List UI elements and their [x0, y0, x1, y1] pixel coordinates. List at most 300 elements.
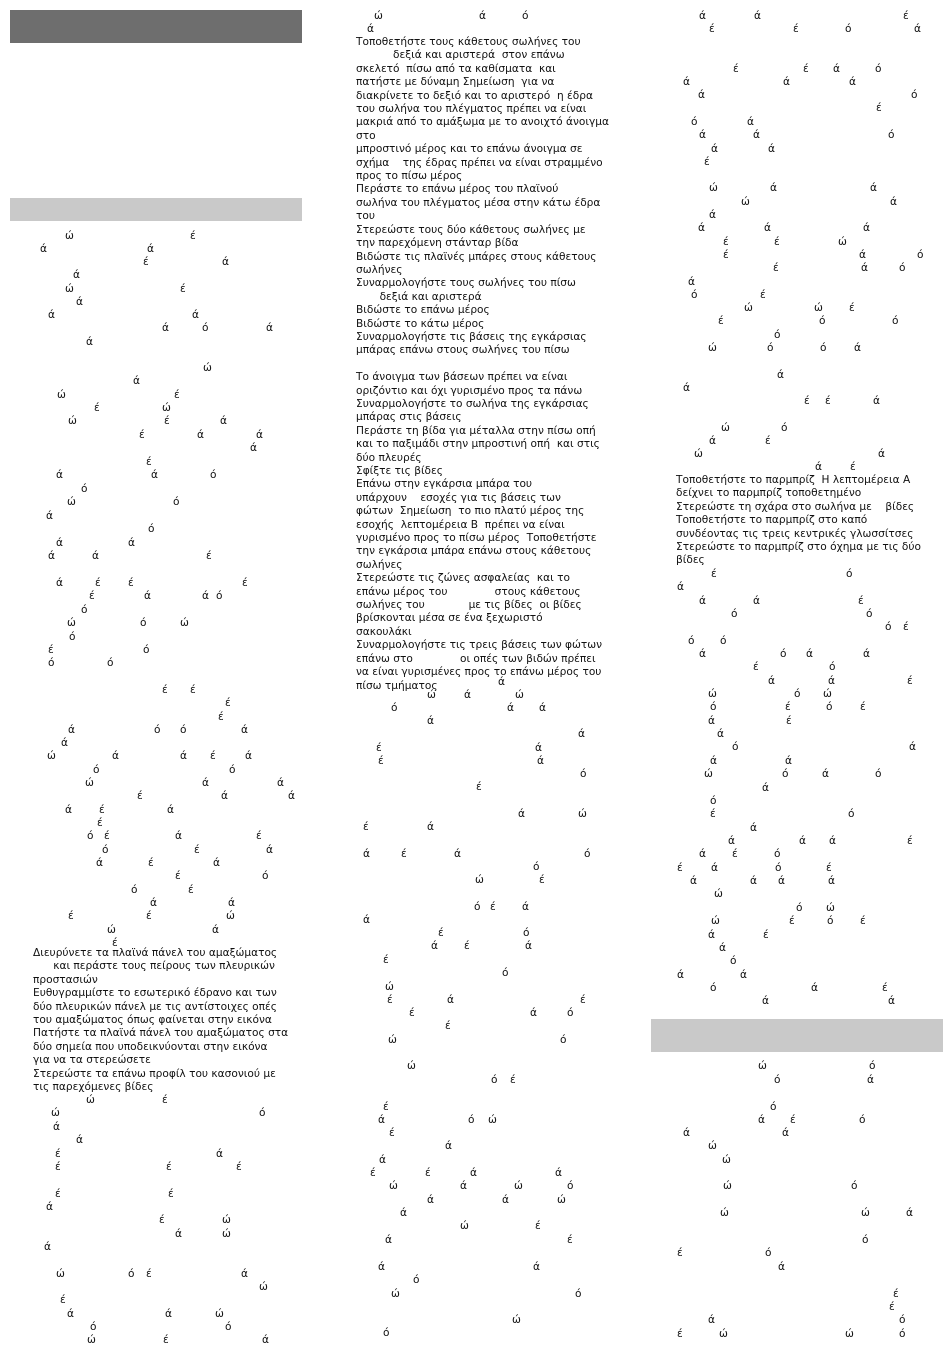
- accent-glyph: ά: [849, 76, 856, 88]
- accent-glyph: ώ: [714, 888, 723, 900]
- accent-glyph: ά: [699, 129, 706, 141]
- instruction-line: Πατήστε τα πλαϊνά πάνελ του αμαξώματος στα: [33, 1027, 289, 1040]
- instruction-line: βίδες: [676, 554, 705, 567]
- accent-glyph: έ: [773, 262, 779, 274]
- instruction-line: διακρίνετε το δεξιό και το αριστερό η έδρα: [356, 89, 593, 102]
- accent-glyph: ώ: [374, 10, 383, 22]
- accent-glyph: ά: [250, 442, 257, 454]
- accent-glyph: ώ: [694, 448, 703, 460]
- accent-glyph: έ: [803, 63, 809, 75]
- accent-glyph: έ: [723, 236, 729, 248]
- instruction-line: μπάρας στις βάσεις: [356, 411, 462, 424]
- accent-glyph: ώ: [578, 808, 587, 820]
- instruction-line: δεξιά και αριστερά στον επάνω: [356, 49, 565, 62]
- accent-glyph: ό: [691, 116, 698, 128]
- accent-glyph: ό: [892, 315, 899, 327]
- accent-glyph: ό: [796, 902, 803, 914]
- accent-glyph: ώ: [758, 1060, 767, 1072]
- accent-glyph: ό: [911, 89, 918, 101]
- accent-glyph: ά: [762, 995, 769, 1007]
- accent-glyph: ά: [133, 375, 140, 387]
- accent-glyph: ό: [869, 1060, 876, 1072]
- accent-glyph: ό: [899, 1314, 906, 1326]
- accent-glyph: ά: [699, 595, 706, 607]
- accent-glyph: ά: [213, 857, 220, 869]
- accent-glyph: έ: [137, 790, 143, 802]
- accent-glyph: ό: [730, 955, 737, 967]
- accent-glyph: ά: [863, 648, 870, 660]
- instruction-line: μακριά από το αμάξωμα με το ανοιχτό άνοιγμα στο: [356, 116, 613, 142]
- accent-glyph: έ: [363, 821, 369, 833]
- accent-glyph: ώ: [85, 777, 94, 789]
- instruction-line: Βιδώστε το επάνω μέρος: [356, 304, 490, 317]
- accent-glyph: ό: [774, 848, 781, 860]
- accent-glyph: έ: [774, 236, 780, 248]
- accent-glyph: ά: [535, 742, 542, 754]
- instruction-line: σωλήνες: [356, 263, 403, 276]
- accent-glyph: ά: [778, 1261, 785, 1273]
- accent-glyph: έ: [89, 590, 95, 602]
- accent-glyph: έ: [753, 661, 759, 673]
- accent-glyph: ό: [567, 1180, 574, 1192]
- accent-glyph: έ: [793, 23, 799, 35]
- accent-glyph: ά: [750, 875, 757, 887]
- accent-glyph: ώ: [719, 1328, 728, 1340]
- accent-glyph: ά: [861, 262, 868, 274]
- accent-glyph: ά: [498, 676, 505, 688]
- accent-glyph: έ: [146, 1268, 152, 1280]
- accent-glyph: ά: [431, 940, 438, 952]
- accent-glyph: ό: [819, 315, 826, 327]
- accent-glyph: ά: [378, 1114, 385, 1126]
- accent-glyph: έ: [159, 1214, 165, 1226]
- accent-glyph: ό: [474, 901, 481, 913]
- accent-glyph: ό: [523, 927, 530, 939]
- accent-glyph: ά: [688, 276, 695, 288]
- accent-glyph: ό: [875, 768, 882, 780]
- accent-glyph: ά: [507, 702, 514, 714]
- accent-glyph: ό: [688, 635, 695, 647]
- accent-glyph: ά: [770, 182, 777, 194]
- accent-glyph: ώ: [515, 689, 524, 701]
- accent-glyph: έ: [68, 910, 74, 922]
- accent-glyph: ά: [530, 1007, 537, 1019]
- accent-glyph: έ: [409, 1007, 415, 1019]
- accent-glyph: ά: [128, 537, 135, 549]
- accent-glyph: ώ: [51, 1107, 60, 1119]
- accent-glyph: ώ: [475, 874, 484, 886]
- accent-glyph: ά: [470, 1167, 477, 1179]
- accent-glyph: έ: [389, 1127, 395, 1139]
- instruction-line: πατήστε με δύναμη Σημείωση για να: [356, 76, 555, 89]
- accent-glyph: ό: [851, 1180, 858, 1192]
- accent-glyph: ά: [754, 10, 761, 22]
- instruction-line: οριζόντιο και όχι γυρισμένο προς τα πάνω: [356, 384, 583, 397]
- accent-glyph: έ: [711, 568, 717, 580]
- accent-glyph: έ: [143, 256, 149, 268]
- instruction-line: Στερεώστε τη σχάρα στο σωλήνα με βίδες: [676, 500, 915, 513]
- accent-glyph: ά: [165, 1308, 172, 1320]
- accent-glyph: ά: [266, 844, 273, 856]
- accent-glyph: ό: [770, 1101, 777, 1113]
- accent-glyph: ά: [245, 750, 252, 762]
- instruction-line: δεξιά και αριστερά: [356, 290, 482, 303]
- accent-glyph: ό: [560, 1034, 567, 1046]
- accent-glyph: ώ: [826, 902, 835, 914]
- accent-glyph: ά: [363, 914, 370, 926]
- accent-glyph: ά: [67, 1308, 74, 1320]
- accent-glyph: ά: [699, 648, 706, 660]
- accent-glyph: ά: [859, 249, 866, 261]
- accent-glyph: έ: [804, 395, 810, 407]
- accent-glyph: ό: [262, 870, 269, 882]
- accent-glyph: ά: [822, 768, 829, 780]
- accent-glyph: έ: [190, 230, 196, 242]
- instruction-line: του σωλήνα του πλέγματος πρέπει να είναι: [356, 103, 587, 116]
- accent-glyph: ά: [753, 595, 760, 607]
- instruction-line: και περάστε τους πείρους των πλευρικών: [33, 960, 275, 973]
- accent-glyph: έ: [490, 901, 496, 913]
- accent-glyph: ά: [86, 336, 93, 348]
- accent-glyph: έ: [677, 1247, 683, 1259]
- accent-glyph: ώ: [259, 1281, 268, 1293]
- accent-glyph: ά: [277, 777, 284, 789]
- accent-glyph: έ: [765, 435, 771, 447]
- accent-glyph: ά: [288, 790, 295, 802]
- instruction-line: σκελετό πίσω από τα καθίσματα και: [356, 62, 556, 75]
- accent-glyph: ώ: [427, 689, 436, 701]
- accent-glyph: έ: [567, 1234, 573, 1246]
- accent-glyph: έ: [903, 621, 909, 633]
- accent-glyph: έ: [112, 937, 118, 949]
- accent-glyph: ά: [709, 435, 716, 447]
- accent-glyph: έ: [401, 848, 407, 860]
- accent-glyph: ά: [555, 1167, 562, 1179]
- instruction-line: Σφίξτε τις βίδες: [356, 465, 443, 477]
- accent-glyph: ά: [385, 1234, 392, 1246]
- accent-glyph: έ: [166, 1161, 172, 1173]
- accent-glyph: έ: [464, 940, 470, 952]
- instruction-line: του αμαξώματος όπως φαίνεται στην εικόνα: [33, 1014, 272, 1027]
- instruction-line: Συναρμολογήστε τους σωλήνες του πίσω: [356, 277, 576, 290]
- instruction-line: την εγκάρσια μπάρα επάνω στους κάθετους: [356, 545, 592, 558]
- accent-glyph: έ: [376, 742, 382, 754]
- accent-glyph: έ: [180, 283, 186, 295]
- accent-glyph: ό: [584, 848, 591, 860]
- accent-glyph: ά: [262, 1334, 269, 1346]
- accent-glyph: ό: [69, 631, 76, 643]
- accent-glyph: ώ: [407, 1060, 416, 1072]
- accent-glyph: ά: [40, 243, 47, 255]
- accent-glyph: ά: [68, 724, 75, 736]
- accent-glyph: ά: [753, 129, 760, 141]
- instruction-line: σωλήνες: [356, 558, 403, 571]
- accent-glyph: έ: [148, 857, 154, 869]
- accent-glyph: έ: [760, 289, 766, 301]
- accent-glyph: έ: [162, 684, 168, 696]
- accent-glyph: ώ: [87, 1334, 96, 1346]
- accent-glyph: ό: [845, 23, 852, 35]
- instruction-line: την παρεχόμενη στάνταρ βίδα: [356, 237, 519, 250]
- accent-glyph: έ: [210, 750, 216, 762]
- instruction-line: επάνω μέρος του στους κάθετους: [356, 585, 581, 598]
- accent-glyph: ά: [873, 395, 880, 407]
- accent-glyph: έ: [785, 701, 791, 713]
- accent-glyph: έ: [55, 1148, 61, 1160]
- accent-glyph: έ: [225, 697, 231, 709]
- accent-glyph: ώ: [107, 924, 116, 936]
- accent-glyph: ά: [909, 741, 916, 753]
- accent-glyph: έ: [218, 711, 224, 723]
- accent-glyph: ά: [150, 897, 157, 909]
- accent-glyph: ό: [826, 701, 833, 713]
- accent-glyph: ά: [578, 728, 585, 740]
- accent-glyph: ά: [445, 1140, 452, 1152]
- accent-glyph: ό: [691, 289, 698, 301]
- accent-glyph: ά: [878, 448, 885, 460]
- accent-glyph: ό: [774, 329, 781, 341]
- accent-glyph: ά: [525, 940, 532, 952]
- accent-glyph: έ: [168, 1188, 174, 1200]
- accent-glyph: ώ: [460, 1220, 469, 1232]
- accent-glyph: ώ: [67, 617, 76, 629]
- accent-glyph: ώ: [708, 688, 717, 700]
- accent-glyph: ό: [502, 967, 509, 979]
- accent-glyph: ά: [162, 322, 169, 334]
- accent-glyph: ά: [537, 755, 544, 767]
- accent-glyph: ό: [875, 63, 882, 75]
- accent-glyph: ώ: [557, 1194, 566, 1206]
- accent-glyph: ώ: [162, 402, 171, 414]
- accent-glyph: έ: [790, 1114, 796, 1126]
- accent-glyph: ά: [76, 296, 83, 308]
- accent-glyph: ώ: [389, 1180, 398, 1192]
- accent-glyph: ό: [846, 568, 853, 580]
- accent-glyph: ό: [210, 469, 217, 481]
- accent-glyph: έ: [907, 835, 913, 847]
- accent-glyph: ώ: [823, 688, 832, 700]
- accent-glyph: ά: [56, 537, 63, 549]
- accent-glyph: ά: [192, 309, 199, 321]
- accent-glyph: ό: [413, 1274, 420, 1286]
- accent-glyph: ά: [683, 76, 690, 88]
- instruction-line: Στερεώστε το παρμπρίζ στο όχημα με τις δύο: [676, 541, 921, 554]
- instruction-line: σωλήνα του πλέγματος μέσα στην κάτω έδρα: [356, 196, 601, 209]
- accent-glyph: έ: [903, 10, 909, 22]
- instruction-line: γυρισμένο προς το πίσω μέρος Τοποθετήστε: [356, 532, 597, 545]
- accent-glyph: ό: [567, 1007, 574, 1019]
- accent-glyph: έ: [732, 848, 738, 860]
- accent-glyph: ά: [212, 924, 219, 936]
- accent-glyph: ό: [154, 724, 161, 736]
- accent-glyph: ά: [112, 750, 119, 762]
- accent-glyph: έ: [370, 1167, 376, 1179]
- accent-glyph: ά: [914, 23, 921, 35]
- accent-glyph: ά: [241, 724, 248, 736]
- accent-glyph: ό: [102, 844, 109, 856]
- accent-glyph: ά: [811, 982, 818, 994]
- accent-glyph: ά: [778, 875, 785, 887]
- accent-glyph: έ: [789, 915, 795, 927]
- accent-glyph: ό: [491, 1074, 498, 1086]
- accent-glyph: ά: [533, 1261, 540, 1273]
- instruction-line: Βιδώστε το κάτω μέρος: [356, 317, 485, 330]
- accent-glyph: ά: [48, 309, 55, 321]
- accent-glyph: ό: [173, 496, 180, 508]
- accent-glyph: ά: [46, 1201, 53, 1213]
- accent-glyph: ώ: [86, 1094, 95, 1106]
- accent-glyph: ό: [216, 590, 223, 602]
- accent-glyph: ό: [148, 523, 155, 535]
- accent-glyph: ά: [768, 143, 775, 155]
- instruction-line: Επάνω στην εγκάρσια μπάρα του: [356, 478, 533, 491]
- accent-glyph: ά: [863, 222, 870, 234]
- instruction-line: δύο πλευρές: [356, 451, 422, 464]
- accent-glyph: ό: [259, 1107, 266, 1119]
- instruction-line: Συναρμολογήστε τις βάσεις της εγκάρσιας: [356, 330, 587, 343]
- accent-glyph: έ: [510, 1074, 516, 1086]
- accent-glyph: έ: [163, 1334, 169, 1346]
- instruction-line: Περάστε τη βίδα για μέταλλα στην πίσω οπή: [356, 424, 596, 437]
- accent-glyph: ά: [378, 1261, 385, 1273]
- accent-glyph: ά: [762, 782, 769, 794]
- accent-glyph: ά: [728, 835, 735, 847]
- accent-glyph: ά: [888, 995, 895, 1007]
- accent-glyph: έ: [104, 830, 110, 842]
- instruction-line: εσοχής λεπτομέρεια Β πρέπει να είναι: [356, 518, 565, 531]
- accent-glyph: έ: [206, 550, 212, 562]
- accent-glyph: ά: [222, 256, 229, 268]
- accent-glyph: ό: [87, 830, 94, 842]
- accent-glyph: ά: [427, 1194, 434, 1206]
- accent-glyph: ό: [710, 982, 717, 994]
- accent-glyph: έ: [849, 302, 855, 314]
- instruction-line: βρίσκονται μέσα σε ένα ξεχωριστό: [356, 612, 543, 625]
- accent-glyph: ώ: [56, 1268, 65, 1280]
- instruction-line: Τοποθετήστε το παρμπρίζ Η λεπτομέρεια Α: [676, 474, 911, 486]
- instruction-line: δύο πλευρικών πάνελ με τις αντίστοιχες οπές: [33, 1000, 277, 1013]
- accent-glyph: ό: [775, 862, 782, 874]
- accent-glyph: ώ: [68, 415, 77, 427]
- accent-glyph: έ: [188, 884, 194, 896]
- accent-glyph: ό: [468, 1114, 475, 1126]
- accent-glyph: ό: [48, 657, 55, 669]
- accent-glyph: ό: [81, 483, 88, 495]
- accent-glyph: ά: [833, 63, 840, 75]
- accent-glyph: ά: [447, 994, 454, 1006]
- accent-glyph: ό: [180, 724, 187, 736]
- instruction-line: υπάρχουν εσοχές για τις βάσεις των: [356, 491, 561, 504]
- accent-glyph: έ: [128, 577, 134, 589]
- accent-glyph: ά: [220, 415, 227, 427]
- instruction-line: Διευρύνετε τα πλαϊνά πάνελ του αμαξώματος: [33, 947, 278, 959]
- accent-glyph: έ: [256, 830, 262, 842]
- accent-glyph: ό: [732, 741, 739, 753]
- accent-glyph: έ: [438, 927, 444, 939]
- accent-glyph: ά: [460, 1180, 467, 1192]
- accent-glyph: ώ: [67, 496, 76, 508]
- instruction-line: για να τα στερεώσετε: [33, 1054, 151, 1067]
- accent-glyph: ώ: [65, 283, 74, 295]
- accent-glyph: ά: [151, 469, 158, 481]
- instruction-line: Στερεώστε τους δύο κάθετους σωλήνες με: [356, 223, 586, 236]
- accent-glyph: ά: [464, 689, 471, 701]
- accent-glyph: ώ: [222, 1228, 231, 1240]
- accent-glyph: ά: [906, 1207, 913, 1219]
- accent-glyph: ά: [61, 737, 68, 749]
- accent-glyph: ώ: [180, 617, 189, 629]
- accent-glyph: ά: [806, 648, 813, 660]
- accent-glyph: ό: [859, 1114, 866, 1126]
- accent-glyph: έ: [882, 982, 888, 994]
- accent-glyph: ά: [867, 1074, 874, 1086]
- accent-glyph: ώ: [720, 1207, 729, 1219]
- accent-glyph: ά: [698, 222, 705, 234]
- accent-glyph: ά: [783, 76, 790, 88]
- accent-glyph: ά: [708, 1314, 715, 1326]
- accent-glyph: ώ: [65, 230, 74, 242]
- accent-glyph: έ: [907, 675, 913, 687]
- accent-glyph: έ: [858, 595, 864, 607]
- accent-glyph: ά: [479, 10, 486, 22]
- accent-glyph: ά: [147, 243, 154, 255]
- accent-glyph: έ: [194, 844, 200, 856]
- accent-glyph: ά: [690, 875, 697, 887]
- accent-glyph: έ: [95, 577, 101, 589]
- accent-glyph: ό: [580, 768, 587, 780]
- accent-glyph: ά: [427, 715, 434, 727]
- accent-glyph: ώ: [226, 910, 235, 922]
- accent-glyph: ά: [677, 969, 684, 981]
- accent-glyph: ό: [885, 621, 892, 633]
- accent-glyph: ό: [917, 249, 924, 261]
- accent-glyph: έ: [378, 755, 384, 767]
- accent-glyph: ά: [764, 222, 771, 234]
- accent-glyph: έ: [893, 1288, 899, 1300]
- accent-glyph: ώ: [708, 1140, 717, 1152]
- accent-glyph: έ: [704, 156, 710, 168]
- accent-glyph: ά: [717, 728, 724, 740]
- accent-glyph: έ: [139, 429, 145, 441]
- accent-glyph: ά: [92, 550, 99, 562]
- accent-glyph: ά: [747, 116, 754, 128]
- accent-glyph: έ: [733, 63, 739, 75]
- accent-glyph: έ: [825, 395, 831, 407]
- accent-glyph: έ: [860, 915, 866, 927]
- instruction-line: φώτων Σημείωση το πιο πλατύ μέρος της: [356, 505, 585, 518]
- accent-glyph: ώ: [57, 389, 66, 401]
- accent-glyph: ά: [711, 862, 718, 874]
- accent-glyph: ό: [533, 861, 540, 873]
- accent-glyph: ά: [144, 590, 151, 602]
- instruction-line: προς το πίσω μέρος: [356, 170, 463, 183]
- accent-glyph: ό: [391, 702, 398, 714]
- accent-glyph: έ: [242, 577, 248, 589]
- accent-glyph: έ: [860, 701, 866, 713]
- accent-glyph: ά: [228, 897, 235, 909]
- accent-glyph: ά: [777, 369, 784, 381]
- instruction-line: Ευθυγραμμίστε το εσωτερικό έδρανο και των: [33, 987, 277, 1000]
- accent-glyph: ά: [740, 969, 747, 981]
- instruction-line: Στερεώστε τα επάνω προφίλ του κασονιού με: [33, 1067, 276, 1080]
- accent-glyph: ό: [93, 764, 100, 776]
- instruction-line: Συναρμολογήστε το σωλήνα της εγκάρσιας: [356, 397, 589, 410]
- accent-glyph: ό: [131, 884, 138, 896]
- accent-glyph: έ: [718, 315, 724, 327]
- accent-glyph: ά: [699, 848, 706, 860]
- accent-glyph: έ: [190, 684, 196, 696]
- accent-glyph: ά: [522, 901, 529, 913]
